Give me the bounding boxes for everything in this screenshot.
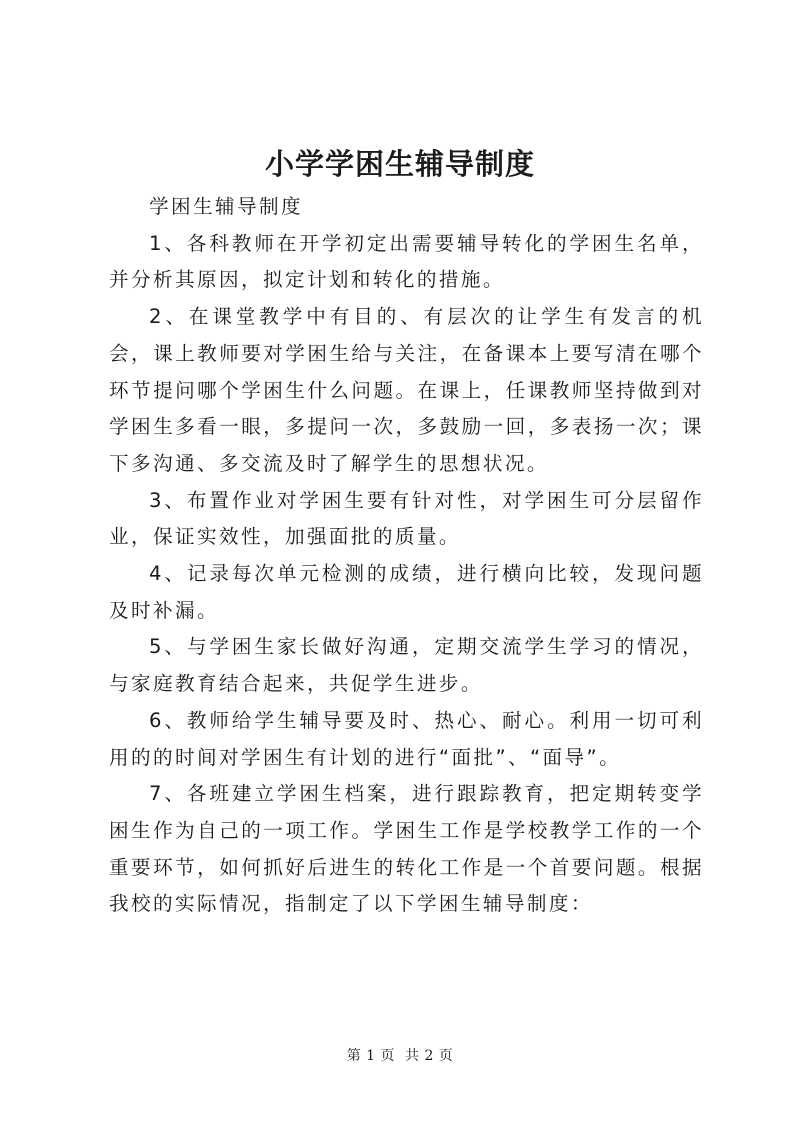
page-footer	[0, 1046, 800, 1066]
paragraph-item-2: 2、在课堂教学中有目的、有层次的让学生有发言的机会，课上教师要对学困生给与关注，在备课本上要写清在哪个环节提问哪个学困生什么问题。在课上，任课教师坚持做到对学困生多看一眼，多提问一次，多鼓励一回，多表扬一次；课下多沟通、多交流及时了解学生的思想状况。	[109, 305, 704, 475]
paragraph-item-6: 6、教师给学生辅导要及时、热心、耐心。利用一切可利用的的时间对学困生有计划的进行“面批”、“面导”。	[109, 708, 704, 769]
page-number: 第 1 页	[346, 1048, 395, 1064]
paragraph-item-3: 3、布置作业对学困生要有针对性，对学困生可分层留作业，保证实效性，加强面批的质量。	[109, 488, 704, 549]
paragraph-item-5: 5、与学困生家长做好沟通，定期交流学生学习的情况，与家庭教育结合起来，共促学生进步。	[109, 635, 704, 696]
document-body	[109, 189, 704, 923]
paragraph-item-1: 1、各科教师在开学初定出需要辅导转化的学困生名单，并分析其原因，拟定计划和转化的措施。	[109, 231, 704, 292]
paragraph-item-7: 7、各班建立学困生档案，进行跟踪教育，把定期转变学困生作为自己的一项工作。学困生工作是学校教学工作的一个重要环节，如何抓好后进生的转化工作是一个首要问题。根据我校的实际情况，指制定了以下学困生辅导制度：	[109, 782, 704, 916]
page-total: 共 2 页	[405, 1048, 454, 1064]
paragraph-item-4: 4、记录每次单元检测的成绩，进行横向比较，发现问题及时补漏。	[109, 562, 704, 622]
paragraph-subtitle: 学困生辅导制度	[149, 195, 303, 218]
document-title: 小学学困生辅导制度	[264, 147, 535, 181]
